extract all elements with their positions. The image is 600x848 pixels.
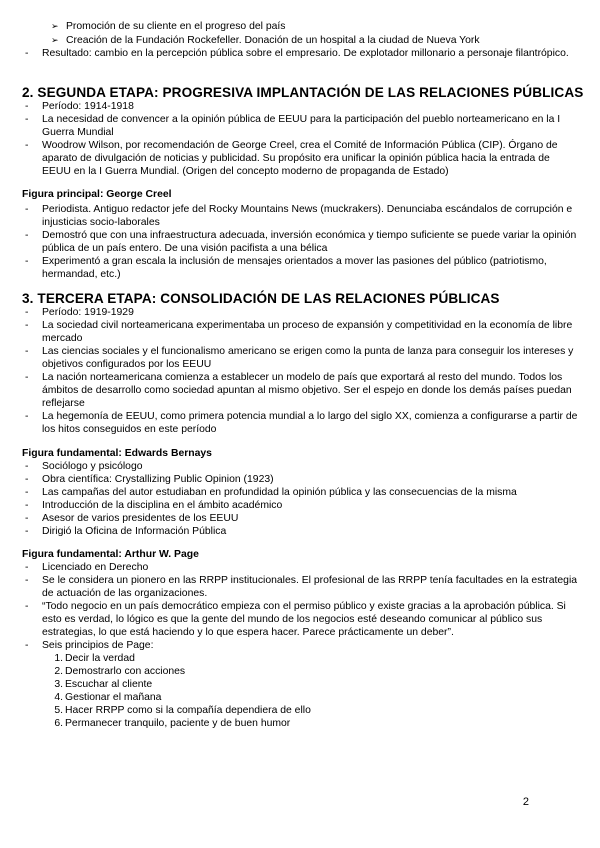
arrow-bullet-icon: ➢ (51, 35, 59, 45)
dash-bullet: - (25, 526, 29, 537)
list-item-text: Decir la verdad (65, 653, 135, 664)
item-number: 5. (54, 705, 63, 716)
list-item-text: Las campañas del autor estudiaban en profundidad la opinión pública y las consecuencias de la misma (42, 487, 517, 498)
list-item-text: Período: 1914-1918 (42, 101, 134, 112)
section-heading: 3. TERCERA ETAPA: CONSOLIDACIÓN DE LAS RELACIONES PÚBLICAS (22, 291, 500, 306)
dash-bullet: - (25, 575, 29, 586)
list-item-text: Woodrow Wilson, por recomendación de George Creel, crea el Comité de Información Pública (CIP). Órgano de aparato de divulgación de noticias y publicidad. Su propósito era unificar la opinión pública hacia la entrada de EEUU en la I Guerra Mundial. (Origen del concepto moderno de propaganda de Estado) (42, 140, 558, 177)
list-item-text: Seis principios de Page: (42, 640, 154, 651)
list-item-text: La sociedad civil norteamericana experimentaba un proceso de expansión y competitividad en la economía de libre mercado (42, 320, 573, 344)
list-item-text: Las ciencias sociales y el funcionalismo americano se erigen como la punta de lanza para conseguir los intereses y objetivos configurados por los EEUU (42, 346, 574, 370)
list-item-text: Obra científica: Crystallizing Public Opinion (1923) (42, 474, 274, 485)
dash-bullet: - (25, 114, 29, 125)
page-number: 2 (522, 796, 529, 808)
list-item-text: Experimentó a gran escala la inclusión de mensajes orientados a mover las pasiones del público (patriotismo, hermandad, etc.) (42, 256, 547, 280)
item-number: 6. (54, 718, 63, 729)
section-heading: 2. SEGUNDA ETAPA: PROGRESIVA IMPLANTACIÓN DE LAS RELACIONES PÚBLICAS (22, 85, 584, 100)
figure-title: Figura fundamental: Arthur W. Page (22, 549, 199, 560)
list-item-text: “Todo negocio en un país democrático empieza con el permiso público y existe gracias a la aprobación pública. Si esto es verdad, lo lógico es que la gente del mundo de los negocios esté deseando comunicar al público sus estrategias, lo que está haciendo y lo que espera hacer. Parece prácticamente un deber”. (42, 601, 566, 638)
list-item-text: Período: 1919-1929 (42, 307, 134, 318)
dash-bullet: - (25, 346, 29, 357)
figure-title: Figura fundamental: Edwards Bernays (22, 448, 212, 459)
item-number: 1. (54, 653, 63, 664)
list-item-text: La hegemonía de EEUU, como primera potencia mundial a lo largo del siglo XX, comienza a configurarse a partir de los hitos conseguidos en este período (42, 411, 578, 435)
dash-bullet: - (25, 372, 29, 383)
dash-bullet: - (25, 474, 29, 485)
list-item-text: Hacer RRPP como si la compañía dependiera de ello (65, 705, 311, 716)
dash-bullet: - (25, 461, 29, 472)
list-item-text: Demostró que con una infraestructura adecuada, inversión económica y tiempo suficiente se puede variar la opinión pública de un país entero. De una visión pacifista a una bélica (42, 230, 577, 254)
dash-bullet: - (25, 48, 29, 59)
dash-bullet: - (25, 640, 29, 651)
list-item-text: Se le considera un pionero en las RRPP institucionales. El profesional de las RRPP tenía facultades en la estrategia de actuación de las organizaciones. (42, 575, 578, 599)
figure-title: Figura principal: George Creel (22, 189, 172, 200)
list-item-text: Dirigió la Oficina de Información Pública (42, 526, 227, 537)
dash-bullet: - (25, 562, 29, 573)
list-item-text: Asesor de varios presidentes de los EEUU (42, 513, 239, 524)
dash-bullet: - (25, 230, 29, 241)
arrow-bullet-icon: ➢ (51, 21, 59, 31)
list-item-text: Introducción de la disciplina en el ámbito académico (42, 500, 283, 511)
dash-bullet: - (25, 601, 29, 612)
list-item-text: Promoción de su cliente en el progreso del país (66, 21, 286, 32)
dash-bullet: - (25, 500, 29, 511)
dash-bullet: - (25, 140, 29, 151)
list-item-text: Escuchar al cliente (65, 679, 153, 690)
dash-bullet: - (25, 487, 29, 498)
dash-bullet: - (25, 256, 29, 267)
list-item-text: Gestionar el mañana (65, 692, 162, 703)
list-item-text: La necesidad de convencer a la opinión pública de EEUU para la participación del pueblo norteamericano en la I Guerra Mundial (42, 114, 561, 138)
dash-bullet: - (25, 307, 29, 318)
list-item-text: Creación de la Fundación Rockefeller. Donación de un hospital a la ciudad de Nueva York (66, 35, 480, 46)
list-item-text: Sociólogo y psicólogo (42, 461, 143, 472)
list-item-text: Periodista. Antiguo redactor jefe del Rocky Mountains News (muckrakers). Denunciaba escándalos de corrupción e injusticias socio-laborales (42, 204, 573, 228)
list-item-text: Resultado: cambio en la percepción pública sobre el empresario. De explotador millonario a personaje filantrópico. (42, 48, 569, 59)
item-number: 4. (54, 692, 63, 703)
item-number: 2. (54, 666, 63, 677)
list-item-text: Demostrarlo con acciones (65, 666, 186, 677)
item-number: 3. (54, 679, 63, 690)
dash-bullet: - (25, 411, 29, 422)
list-item-text: La nación norteamericana comienza a establecer un modelo de país que exportará al resto del mundo. Todos los ámbitos de desarrollo como sociedad apuntan al mismo objetivo. Ser el espejo en donde los demás países puedan reflejarse (42, 372, 572, 409)
dash-bullet: - (25, 320, 29, 331)
dash-bullet: - (25, 513, 29, 524)
list-item-text: Licenciado en Derecho (42, 562, 149, 573)
list-item-text: Permanecer tranquilo, paciente y de buen humor (65, 718, 291, 729)
dash-bullet: - (25, 101, 29, 112)
dash-bullet: - (25, 204, 29, 215)
